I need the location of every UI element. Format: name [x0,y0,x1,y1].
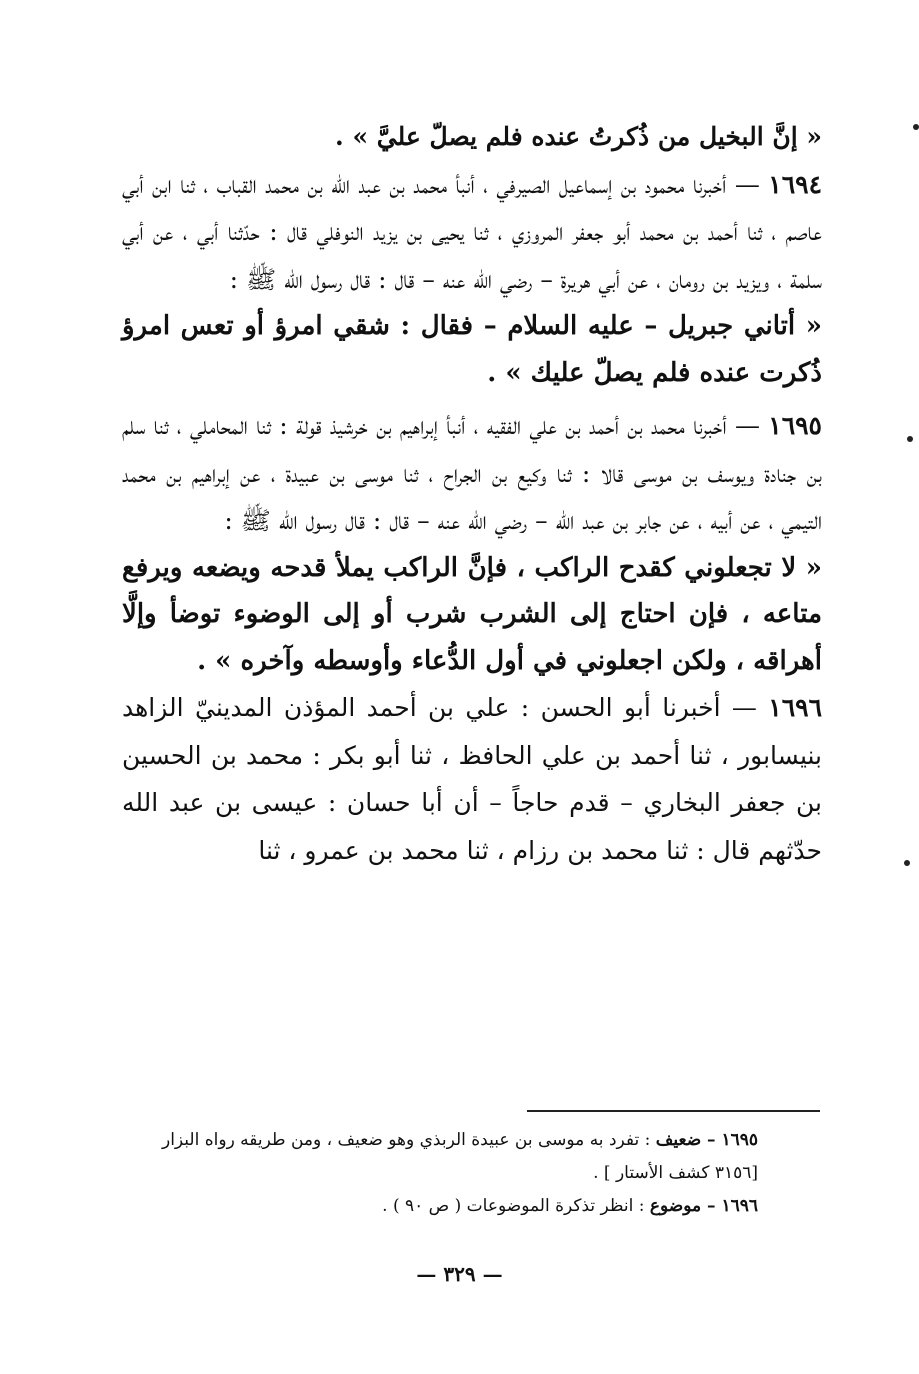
footnote-1695-continued [78,1157,758,1190]
text-line: « أتاني جبريل – عليه السلام – فقال : شقي امرؤ أو تعس امرؤ [122,311,822,341]
text-line: عبد الله بن محمد القباب ، ثنا ابن أبي عاصم ، ثنا أحمد بن محمد [122,169,822,246]
text-line: عبد الله حدّثهم قال : ثنا محمد بن رزام ، ثنا محمد بن عمرو ، ثنا [122,788,822,865]
scan-mark [904,860,910,866]
text-line: ذُكرت عنده فلم يصلّ عليك » . [487,357,822,388]
text-line: — أخبرنا محمود بن إسماعيل الصيرفي ، أنبأ محمد بن [389,169,760,199]
footnote-grade: – ضعيف [655,1130,722,1150]
paragraph-hadith-1694 [122,161,822,304]
hadith-number: ١٦٩٥ [768,411,822,440]
text-line: أبو جعفر المروزي ، ثنا يحيى بن يزيد النوفلي قال : حدّثنا أبي ، عن [152,217,631,246]
text-line: رسول الله ﷺ : [224,506,338,535]
text-line: الزاهد بنيسابور ، ثنا أحمد بن علي الحافظ ، ثنا أبو بكر : محمد بن [122,693,822,770]
text-line: — أخبرنا محمد بن أحمد بن علي الفقيه ، أنبأ إبراهيم بن [376,411,760,440]
main-text [122,113,822,874]
scan-mark [913,124,919,130]
hadith-number: ١٦٩٦ [768,693,823,722]
paragraph-hadith-1696 [122,684,822,874]
paragraph-quote-1693-end [122,113,822,161]
footnote-1696 [78,1190,758,1223]
scan-mark [907,436,913,442]
page-number: — ٣٢٩ — [416,1262,503,1286]
footnote-number: ١٦٩٦ [721,1196,758,1216]
text-line: ويرفع متاعه ، فإن احتاج إلى الشرب شرب أو إلى الوضوء توضأ وإلَّا [122,552,822,629]
text-line: — أخبرنا أبو الحسن : علي بن أحمد المؤذن المدينيّ [195,693,757,722]
text-line: أهراقه ، ولكن اجعلوني في أول الدُّعاء وأوسطه وآخره » . [197,645,822,676]
footnote-text: [٣١٥٦ كشف الأستار ] . [593,1163,758,1183]
text-line: ثنا وكيع بن الجراح ، ثنا موسى بن عبيدة ، عن إبراهيم بن محمد [122,458,572,488]
footnote-number: ١٦٩٥ [721,1130,758,1150]
text-line: خرشيذ قولة : ثنا المحاملي ، ثنا سلم بن جنادة ويوسف بن موسى قالا : [122,411,822,488]
footnote-text: : تفرد به موسى بن عبيدة الربذي وهو ضعيف ، ومن طريقه رواه البزار [161,1130,656,1150]
footnote-separator [527,1110,820,1112]
text-line: أبي سلمة ، ويزيد بن رومان ، عن أبي هريرة – رضي الله عنه – قال : [122,217,822,294]
footnotes [78,1124,758,1223]
footnote-1695 [78,1124,758,1157]
text-line: « لا تجعلوني كقدح الراكب ، فإنَّ الراكب يملأ قدحه ويضعه [191,552,822,583]
text-line: الحسين بن جعفر البخاري – قدم حاجاً – أن أبا حسان : عيسى بن [122,740,822,817]
quote-hadith-1695 [122,545,822,685]
footnote-text: : انظر تذكرة الموضوعات ( ص ٩٠ ) . [382,1196,650,1216]
quote-hadith-1694 [122,303,822,396]
text-line: قال رسول الله ﷺ : [229,264,371,294]
text-line: « إنَّ البخيل من ذُكرتُ عنده فلم يصلّ عليَّ » . [335,122,822,151]
text-line: التيمي ، عن أبيه ، عن جابر بن عبد الله – رضي الله عنه – قال : قال [345,506,822,535]
paragraph-hadith-1695 [122,402,822,545]
footnote-grade: – موضوع [649,1196,722,1216]
hadith-number: ١٦٩٤ [768,169,823,199]
